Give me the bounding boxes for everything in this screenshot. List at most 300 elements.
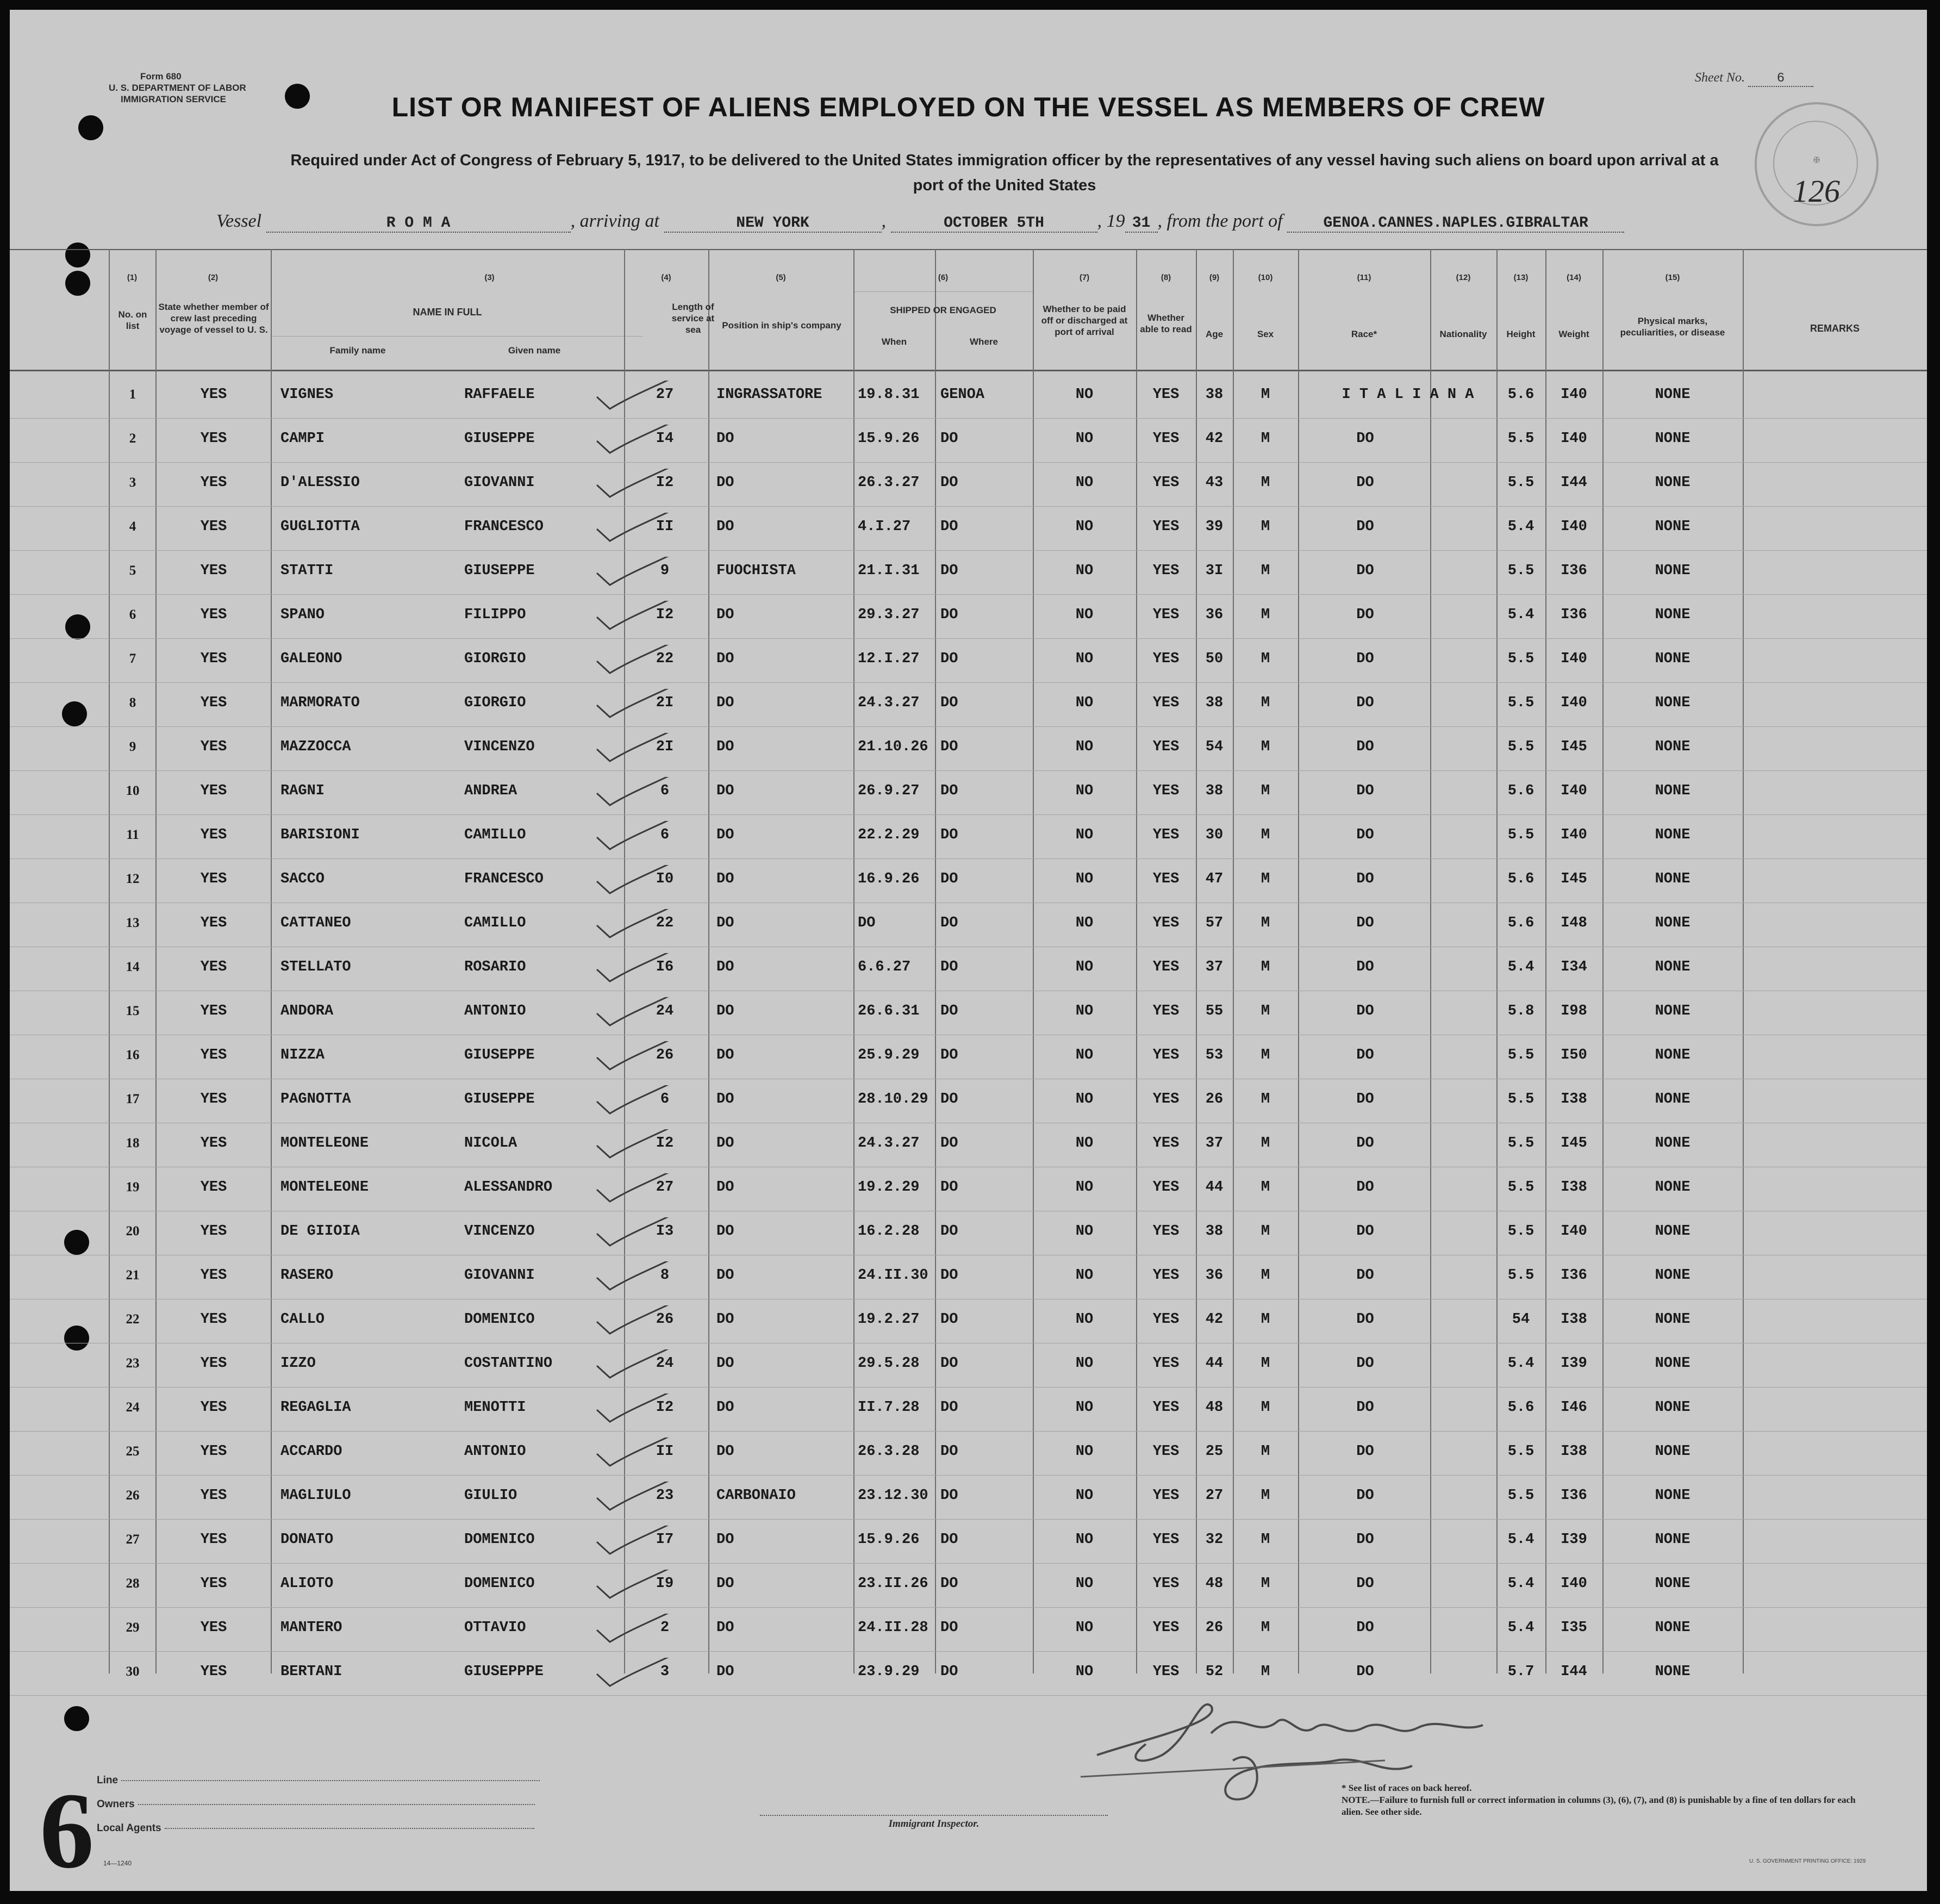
table-row (10, 1523, 1927, 1556)
cell-physical-marks: NONE (1655, 519, 1691, 535)
cell-position: DO (716, 1620, 734, 1636)
cell-given-name: RAFFAELE (464, 387, 535, 403)
local-agents-label: Local Agents (97, 1822, 161, 1834)
cell-sex: M (1261, 1443, 1270, 1460)
cell-row-number: 16 (126, 1048, 140, 1062)
cell-age: 30 (1205, 827, 1224, 843)
cell-row-number: 15 (126, 1004, 140, 1018)
cell-race: DO (1356, 1488, 1374, 1504)
cell-family-name: RASERO (280, 1267, 334, 1284)
cell-row-number: 20 (126, 1224, 140, 1239)
col-num-4: (4) (661, 273, 671, 282)
cell-position: DO (716, 431, 734, 447)
cell-sex: M (1261, 1664, 1270, 1680)
cell-shipped-when: 16.9.26 (858, 871, 920, 887)
subtitle-line-1: Required under Act of Congress of February 5, 1917, to be delivered to the United States immigration officer by the representatives of any vessel having such aliens on board upon arrival at a (290, 152, 1719, 169)
cell-physical-marks: NONE (1655, 1179, 1691, 1196)
cell-sex: M (1261, 783, 1270, 799)
header-height: Height (1506, 329, 1536, 339)
departure-ports-field: GENOA.CANNES.NAPLES.GIBRALTAR (1287, 215, 1624, 233)
cell-given-name: GIUSEPPE (464, 1047, 535, 1063)
cell-height: 5.4 (1507, 519, 1534, 535)
cell-race: DO (1356, 1399, 1374, 1416)
table-row (10, 951, 1927, 984)
header-physical-marks: Physical marks, peculiarities, or disease (1620, 316, 1725, 338)
cell-row-number: 12 (126, 872, 140, 886)
cell-shipped-where: DO (940, 1399, 958, 1416)
cell-sex: M (1261, 387, 1270, 403)
cell-paid-off: NO (1075, 519, 1094, 535)
row-rule (10, 682, 1927, 683)
cell-shipped-when: 23.II.26 (858, 1576, 928, 1592)
cell-paid-off: NO (1075, 871, 1094, 887)
cell-race: DO (1356, 871, 1374, 887)
col-num-9: (9) (1209, 273, 1220, 282)
cell-length-of-service: 8 (660, 1267, 670, 1284)
cell-able-to-read: YES (1152, 1135, 1180, 1152)
check-mark-icon (591, 909, 695, 944)
cell-family-name: NIZZA (280, 1047, 325, 1063)
table-row (10, 599, 1927, 631)
cell-race: DO (1356, 1267, 1374, 1284)
cell-position: DO (716, 827, 734, 843)
cell-paid-off: NO (1075, 1135, 1094, 1152)
cell-height: 5.8 (1507, 1003, 1534, 1019)
cell-physical-marks: NONE (1655, 1047, 1691, 1063)
cell-weight: I45 (1561, 1135, 1587, 1152)
cell-paid-off: NO (1075, 563, 1094, 579)
cell-previous-voyage: YES (200, 959, 227, 975)
cell-physical-marks: NONE (1655, 871, 1691, 887)
cell-age: 54 (1205, 739, 1224, 755)
cell-previous-voyage: YES (200, 563, 227, 579)
cell-shipped-when: 26.9.27 (858, 783, 920, 799)
cell-given-name: NICOLA (464, 1135, 517, 1152)
cell-shipped-where: DO (940, 1488, 958, 1504)
table-row (10, 1083, 1927, 1116)
cell-shipped-where: DO (940, 475, 958, 491)
check-mark-icon (591, 777, 695, 812)
cell-able-to-read: YES (1152, 1664, 1180, 1680)
cell-given-name: DOMENICO (464, 1311, 535, 1328)
cell-race: DO (1356, 1047, 1374, 1063)
cell-paid-off: NO (1075, 1003, 1094, 1019)
cell-sex: M (1261, 1399, 1270, 1416)
handwritten-page-number: 126 (1793, 173, 1840, 209)
cell-weight: I40 (1561, 431, 1587, 447)
cell-age: 36 (1205, 1267, 1224, 1284)
cell-family-name: GUGLIOTTA (280, 519, 360, 535)
cell-family-name: BARISIONI (280, 827, 360, 843)
header-age: Age (1205, 329, 1224, 339)
cell-weight: I45 (1561, 871, 1587, 887)
header-nationality: Nationality (1439, 329, 1487, 339)
header-weight: Weight (1558, 329, 1589, 339)
check-mark-icon (591, 953, 695, 988)
cell-shipped-when: 19.2.27 (858, 1311, 920, 1328)
cell-weight: I46 (1561, 1399, 1587, 1416)
row-rule (10, 1695, 1927, 1696)
cell-given-name: ANTONIO (464, 1003, 526, 1019)
cell-age: 36 (1205, 607, 1224, 623)
cell-previous-voyage: YES (200, 871, 227, 887)
check-mark-icon (591, 733, 695, 768)
table-row (10, 1303, 1927, 1336)
check-mark-icon (591, 645, 695, 680)
cell-family-name: REGAGLIA (280, 1399, 351, 1416)
cell-sex: M (1261, 959, 1270, 975)
cell-paid-off: NO (1075, 915, 1094, 931)
cell-previous-voyage: YES (200, 915, 227, 931)
cell-physical-marks: NONE (1655, 431, 1691, 447)
cell-shipped-where: GENOA (940, 387, 985, 403)
cell-physical-marks: NONE (1655, 959, 1691, 975)
cell-position: CARBONAIO (716, 1488, 796, 1504)
cell-age: 25 (1205, 1443, 1224, 1460)
cell-physical-marks: NONE (1655, 1091, 1691, 1107)
cell-age: 52 (1205, 1664, 1224, 1680)
cell-previous-voyage: YES (200, 783, 227, 799)
table-row (10, 1259, 1927, 1292)
cell-paid-off: NO (1075, 651, 1094, 667)
cell-age: 32 (1205, 1532, 1224, 1548)
cell-shipped-where: DO (940, 1003, 958, 1019)
cell-family-name: MONTELEONE (280, 1135, 369, 1152)
cell-shipped-where: DO (940, 519, 958, 535)
printer-imprint: U. S. GOVERNMENT PRINTING OFFICE: 1929 (1749, 1858, 1866, 1864)
cell-shipped-when: 26.3.28 (858, 1443, 920, 1460)
voyage-line: Vessel R O M A , arriving at NEW YORK , OCTOBER 5TH , 19 31 , from the port of GENOA.CANNES.NAPLES.GIBRALTAR (216, 211, 1847, 233)
cell-length-of-service: 22 (656, 915, 674, 931)
cell-shipped-where: DO (940, 1620, 958, 1636)
cell-age: 44 (1205, 1179, 1224, 1196)
cell-row-number: 6 (129, 607, 136, 622)
cell-able-to-read: YES (1152, 1003, 1180, 1019)
cell-row-number: 5 (129, 563, 136, 578)
cell-physical-marks: NONE (1655, 827, 1691, 843)
cell-race: DO (1356, 1620, 1374, 1636)
cell-race: DO (1356, 695, 1374, 711)
cell-position: DO (716, 1399, 734, 1416)
cell-physical-marks: NONE (1655, 387, 1691, 403)
sheet-number-value: 6 (1748, 71, 1813, 87)
inspector-label: Immigrant Inspector. (760, 1815, 1108, 1830)
cell-given-name: DOMENICO (464, 1576, 535, 1592)
cell-family-name: STELLATO (280, 959, 351, 975)
check-mark-icon (591, 1305, 695, 1340)
cell-position: DO (716, 1443, 734, 1460)
cell-height: 5.5 (1507, 1179, 1534, 1196)
sheet-number-field (1695, 71, 1813, 87)
cell-position: DO (716, 1532, 734, 1548)
department-name: U. S. DEPARTMENT OF LABOR (109, 83, 246, 93)
check-mark-icon (591, 1041, 695, 1076)
cell-height: 5.5 (1507, 695, 1534, 711)
cell-physical-marks: NONE (1655, 1267, 1691, 1284)
cell-shipped-when: 29.5.28 (858, 1355, 920, 1372)
arriving-label: , arriving at (570, 211, 659, 231)
cell-paid-off: NO (1075, 695, 1094, 711)
cell-length-of-service: I9 (656, 1576, 674, 1592)
cell-length-of-service: I4 (656, 431, 674, 447)
cell-family-name: DONATO (280, 1532, 334, 1548)
cell-paid-off: NO (1075, 959, 1094, 975)
cell-age: 43 (1205, 475, 1224, 491)
cell-shipped-where: DO (940, 431, 958, 447)
header-sex: Sex (1257, 329, 1274, 339)
cell-physical-marks: NONE (1655, 1664, 1691, 1680)
cell-physical-marks: NONE (1655, 651, 1691, 667)
cell-paid-off: NO (1075, 1620, 1094, 1636)
cell-weight: I36 (1561, 1488, 1587, 1504)
row-rule (10, 1651, 1927, 1652)
cell-row-number: 10 (126, 783, 140, 798)
cell-previous-voyage: YES (200, 1003, 227, 1019)
table-row (10, 1347, 1927, 1380)
cell-height: 5.5 (1507, 651, 1534, 667)
cell-height: 5.5 (1507, 475, 1534, 491)
cell-sex: M (1261, 1223, 1270, 1240)
row-rule (10, 1563, 1927, 1564)
cell-position: DO (716, 1576, 734, 1592)
cell-able-to-read: YES (1152, 1488, 1180, 1504)
cell-race: DO (1356, 431, 1374, 447)
cell-able-to-read: YES (1152, 739, 1180, 755)
cell-physical-marks: NONE (1655, 695, 1691, 711)
cell-sex: M (1261, 431, 1270, 447)
cell-able-to-read: YES (1152, 1091, 1180, 1107)
header-name-in-full: NAME IN FULL (413, 307, 482, 318)
cell-shipped-when: 4.I.27 (858, 519, 911, 535)
cell-shipped-where: DO (940, 651, 958, 667)
cell-physical-marks: NONE (1655, 1223, 1691, 1240)
cell-previous-voyage: YES (200, 827, 227, 843)
cell-weight: I38 (1561, 1311, 1587, 1328)
cell-shipped-where: DO (940, 1355, 958, 1372)
cell-race: DO (1356, 1664, 1374, 1680)
cell-family-name: CATTANEO (280, 915, 351, 931)
cell-age: 38 (1205, 783, 1224, 799)
cell-weight: I44 (1561, 475, 1587, 491)
cell-row-number: 21 (126, 1268, 140, 1283)
check-mark-icon (591, 601, 695, 636)
row-rule (10, 814, 1927, 815)
cell-weight: I38 (1561, 1179, 1587, 1196)
consulate-stamp: ✠ (1755, 102, 1879, 226)
cell-shipped-where: DO (940, 1179, 958, 1196)
crew-table (10, 249, 1927, 1680)
cell-shipped-when: 24.3.27 (858, 695, 920, 711)
cell-able-to-read: YES (1152, 1179, 1180, 1196)
cell-given-name: ROSARIO (464, 959, 526, 975)
header-no-on-list: No. on list (118, 309, 147, 331)
cell-paid-off: NO (1075, 1443, 1094, 1460)
table-row (10, 1039, 1927, 1072)
cell-family-name: SACCO (280, 871, 325, 887)
cell-age: 26 (1205, 1620, 1224, 1636)
cell-length-of-service: 27 (656, 387, 674, 403)
cell-shipped-when: 24.II.30 (858, 1267, 928, 1284)
cell-physical-marks: NONE (1655, 563, 1691, 579)
cell-weight: I40 (1561, 519, 1587, 535)
cell-age: 44 (1205, 1355, 1224, 1372)
cell-age: 39 (1205, 519, 1224, 535)
cell-physical-marks: NONE (1655, 915, 1691, 931)
table-row (10, 863, 1927, 895)
cell-able-to-read: YES (1152, 563, 1180, 579)
cell-length-of-service: 2I (656, 739, 674, 755)
cell-position: DO (716, 739, 734, 755)
table-row (10, 687, 1927, 719)
cell-paid-off: NO (1075, 1267, 1094, 1284)
cell-able-to-read: YES (1152, 695, 1180, 711)
table-row (10, 775, 1927, 807)
cell-shipped-where: DO (940, 1576, 958, 1592)
arrival-date-field: OCTOBER 5TH (891, 215, 1097, 233)
cell-row-number: 28 (126, 1576, 140, 1591)
cell-sex: M (1261, 1091, 1270, 1107)
line-label: Line (97, 1775, 118, 1786)
cell-paid-off: NO (1075, 1576, 1094, 1592)
cell-height: 5.5 (1507, 1091, 1534, 1107)
cell-sex: M (1261, 827, 1270, 843)
cell-previous-voyage: YES (200, 1355, 227, 1372)
cell-shipped-when: II.7.28 (858, 1399, 920, 1416)
cell-previous-voyage: YES (200, 1311, 227, 1328)
cell-height: 5.5 (1507, 1223, 1534, 1240)
cell-row-number: 18 (126, 1136, 140, 1150)
cell-weight: I35 (1561, 1620, 1587, 1636)
header-race: Race* (1351, 329, 1377, 339)
cell-row-number: 7 (129, 651, 136, 666)
cell-given-name: DOMENICO (464, 1532, 535, 1548)
cell-position: DO (716, 607, 734, 623)
cell-length-of-service: I6 (656, 959, 674, 975)
cell-able-to-read: YES (1152, 1399, 1180, 1416)
row-rule (10, 1519, 1927, 1520)
cell-race: DO (1356, 1179, 1374, 1196)
row-rule (10, 770, 1927, 771)
row-rule (10, 638, 1927, 639)
cell-sex: M (1261, 651, 1270, 667)
cell-shipped-where: DO (940, 1532, 958, 1548)
cell-sex: M (1261, 1267, 1270, 1284)
cell-physical-marks: NONE (1655, 1399, 1691, 1416)
cell-family-name: MARMORATO (280, 695, 360, 711)
cell-paid-off: NO (1075, 1047, 1094, 1063)
row-rule (10, 726, 1927, 727)
cell-sex: M (1261, 739, 1270, 755)
cell-row-number: 1 (129, 387, 136, 402)
cell-weight: I40 (1561, 827, 1587, 843)
cell-shipped-when: 25.9.29 (858, 1047, 920, 1063)
cell-length-of-service: I2 (656, 1399, 674, 1416)
cell-age: 50 (1205, 651, 1224, 667)
cell-height: 5.5 (1507, 1488, 1534, 1504)
cell-previous-voyage: YES (200, 1664, 227, 1680)
cell-given-name: GIUSEPPE (464, 1091, 535, 1107)
cell-previous-voyage: YES (200, 475, 227, 491)
cell-able-to-read: YES (1152, 1267, 1180, 1284)
cell-shipped-when: 16.2.28 (858, 1223, 920, 1240)
cell-paid-off: NO (1075, 1179, 1094, 1196)
cell-shipped-where: DO (940, 915, 958, 931)
cell-physical-marks: NONE (1655, 783, 1691, 799)
col-num-12: (12) (1456, 273, 1471, 282)
cell-previous-voyage: YES (200, 1399, 227, 1416)
header-shipped-engaged: SHIPPED OR ENGAGED (890, 305, 996, 315)
check-mark-icon (591, 1658, 695, 1693)
cell-height: 5.6 (1507, 871, 1534, 887)
cell-length-of-service: 6 (660, 1091, 670, 1107)
check-mark-icon (591, 381, 695, 415)
cell-previous-voyage: YES (200, 1135, 227, 1152)
cell-height: 5.4 (1507, 1576, 1534, 1592)
cell-age: 48 (1205, 1576, 1224, 1592)
cell-row-number: 24 (126, 1400, 140, 1415)
cell-row-number: 23 (126, 1356, 140, 1371)
cell-race: DO (1356, 1223, 1374, 1240)
check-mark-icon (591, 1482, 695, 1516)
cell-given-name: COSTANTINO (464, 1355, 553, 1372)
cell-weight: I40 (1561, 1576, 1587, 1592)
cell-shipped-when: 19.8.31 (858, 387, 920, 403)
cell-family-name: VIGNES (280, 387, 334, 403)
table-row (10, 1435, 1927, 1468)
cell-able-to-read: YES (1152, 387, 1180, 403)
cell-shipped-where: DO (940, 739, 958, 755)
header-when: When (881, 337, 907, 347)
cell-position: DO (716, 695, 734, 711)
check-mark-icon (591, 1217, 695, 1252)
col-num-1: (1) (127, 273, 138, 282)
cell-row-number: 4 (129, 519, 136, 534)
table-row (10, 466, 1927, 499)
cell-length-of-service: II (656, 1443, 674, 1460)
cell-row-number: 2 (129, 431, 136, 446)
cell-race: DO (1356, 739, 1374, 755)
cell-family-name: MANTERO (280, 1620, 342, 1636)
owners-label: Owners (97, 1799, 135, 1810)
cell-height: 5.4 (1507, 1620, 1534, 1636)
cell-position: DO (716, 959, 734, 975)
cell-length-of-service: 24 (656, 1003, 674, 1019)
row-rule (10, 1431, 1927, 1432)
cell-shipped-when: 22.2.29 (858, 827, 920, 843)
cell-age: 38 (1205, 1223, 1224, 1240)
check-mark-icon (591, 821, 695, 856)
cell-row-number: 8 (129, 695, 136, 710)
cell-weight: I39 (1561, 1355, 1587, 1372)
check-mark-icon (591, 1129, 695, 1164)
header-where: Where (970, 337, 998, 347)
cell-family-name: CALLO (280, 1311, 325, 1328)
check-mark-icon (591, 513, 695, 547)
cell-weight: I45 (1561, 739, 1587, 755)
cell-physical-marks: NONE (1655, 1135, 1691, 1152)
cell-position: DO (716, 1003, 734, 1019)
col-num-5: (5) (776, 273, 786, 282)
cell-row-number: 14 (126, 960, 140, 974)
cell-height: 5.5 (1507, 431, 1534, 447)
check-mark-icon (591, 1438, 695, 1472)
cell-physical-marks: NONE (1655, 1443, 1691, 1460)
cell-position: DO (716, 651, 734, 667)
cell-race: DO (1356, 1311, 1374, 1328)
cell-race: DO (1356, 651, 1374, 667)
cell-length-of-service: 2I (656, 695, 674, 711)
cell-length-of-service: I0 (656, 871, 674, 887)
